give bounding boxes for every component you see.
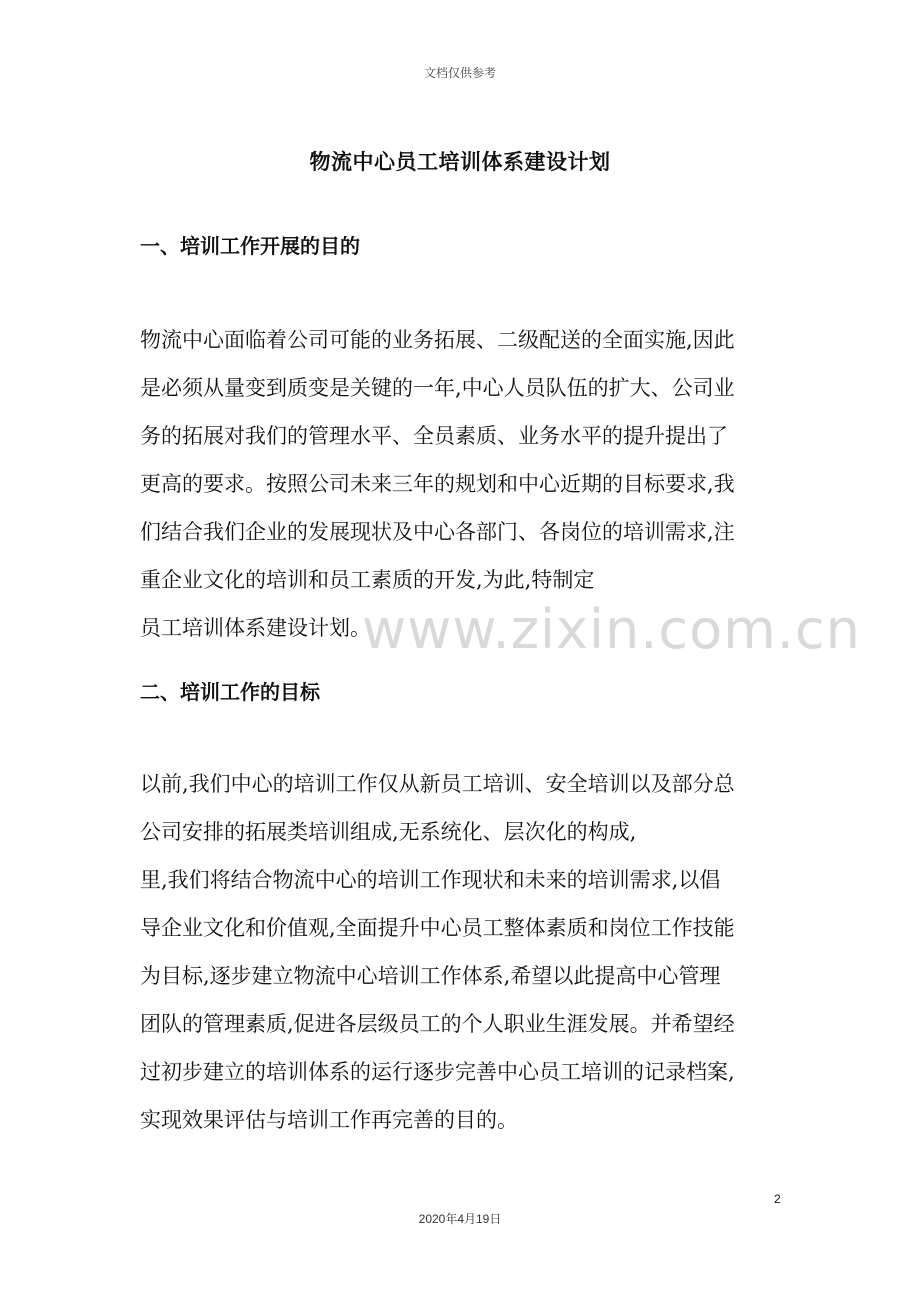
paragraph-line: 里,我们将结合物流中心的培训工作现状和未来的培训需求,以倡 xyxy=(140,868,721,892)
paragraph-line: 们结合我们企业的发展现状及中心各部门、各岗位的培训需求,注 xyxy=(140,520,735,544)
paragraph-line: 实现效果评估与培训工作再完善的目的。 xyxy=(140,1108,518,1132)
paragraph-line: 物流中心面临着公司可能的业务拓展、二级配送的全面实施,因此 xyxy=(140,328,735,352)
paragraph-line: 更高的要求。按照公司未来三年的规划和中心近期的目标要求,我 xyxy=(140,472,735,496)
paragraph-line: 务的拓展对我们的管理水平、全员素质、业务水平的提升提出了 xyxy=(140,424,728,448)
paragraph-line: 员工培训体系建设计划。 xyxy=(140,616,371,640)
section-heading-purpose: 一、培训工作开展的目的 xyxy=(140,234,360,258)
document-title: 物流中心员工培训体系建设计划 xyxy=(309,150,611,174)
paragraph-line: 团队的管理素质,促进各层级员工的个人职业生涯发展。并希望经 xyxy=(140,1012,735,1036)
footer-date: 2020年4月19日 xyxy=(418,1212,502,1226)
paragraph-line: 导企业文化和价值观,全面提升中心员工整体素质和岗位工作技能 xyxy=(140,916,735,940)
paragraph-line: 公司安排的拓展类培训组成,无系统化、层次化的构成, xyxy=(140,820,637,844)
paragraph-line: 过初步建立的培训体系的运行逐步完善中心员工培训的记录档案, xyxy=(140,1060,735,1084)
section-goal-paragraph xyxy=(140,760,790,1144)
page-header-note: 文档仅供参考 xyxy=(423,66,496,80)
site-watermark: www.zixin.com.cn xyxy=(362,598,861,661)
paragraph-line: 是必须从量变到质变是关键的一年,中心人员队伍的扩大、公司业 xyxy=(140,376,735,400)
page-number: 2 xyxy=(774,1192,781,1206)
paragraph-line: 重企业文化的培训和员工素质的开发,为此,特制定 xyxy=(140,568,595,592)
paragraph-line: 为目标,逐步建立物流中心培训工作体系,希望以此提高中心管理 xyxy=(140,964,721,988)
paragraph-line: 以前,我们中心的培训工作仅从新员工培训、安全培训以及部分总 xyxy=(140,772,735,796)
section-heading-goal: 二、培训工作的目标 xyxy=(140,680,320,704)
